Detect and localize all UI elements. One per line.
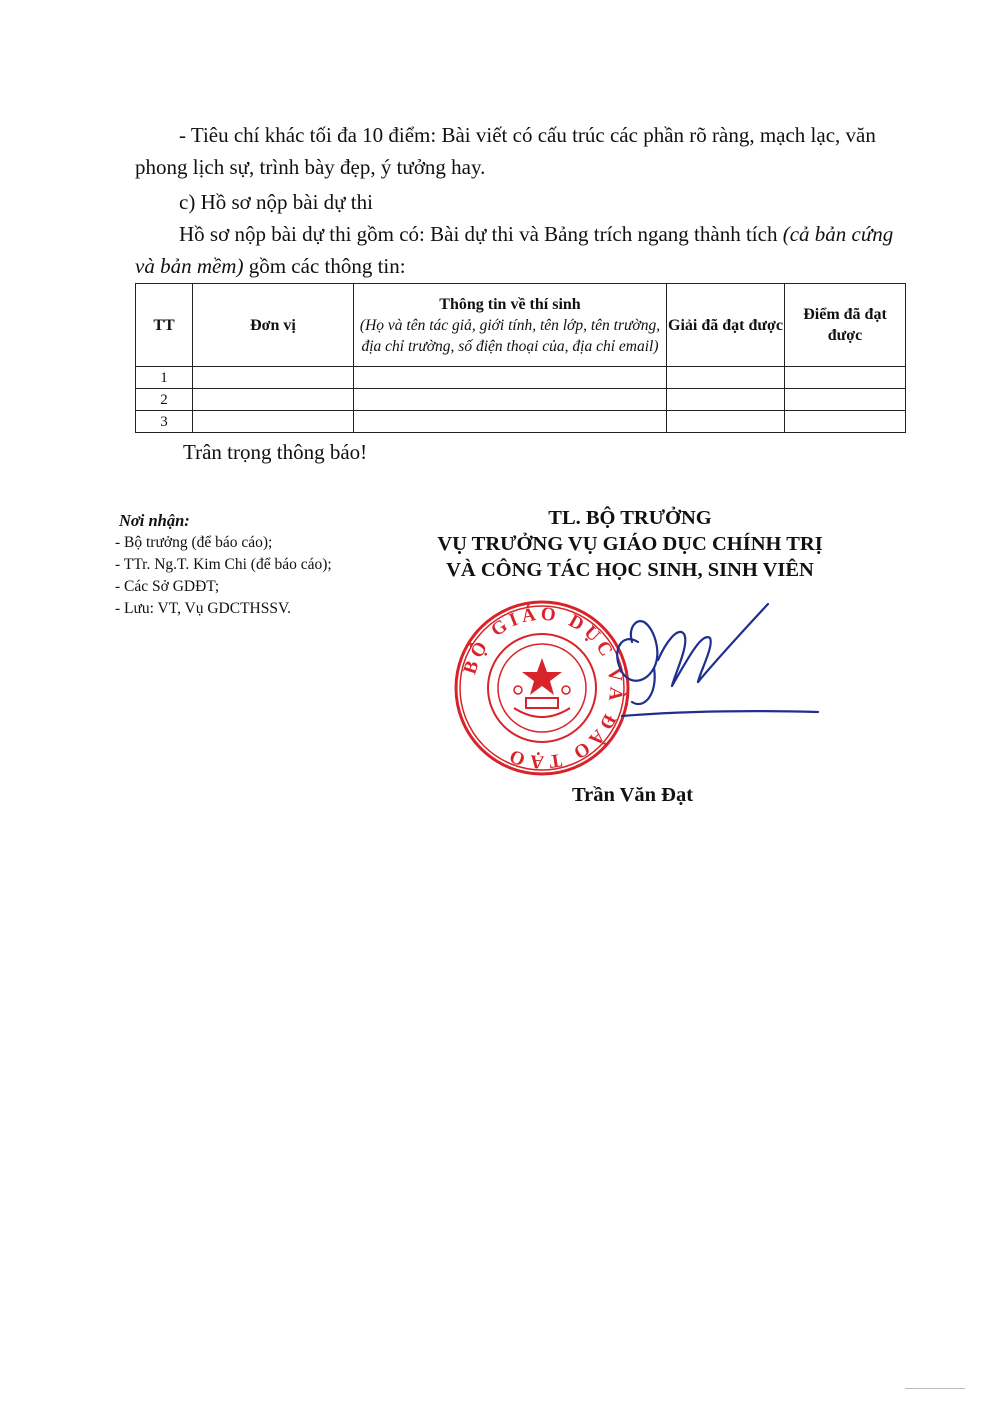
signer-name: Trần Văn Đạt: [571, 784, 694, 806]
signature-line-1: TL. BỘ TRƯỞNG: [548, 507, 712, 529]
cell-unit[interactable]: [193, 389, 354, 411]
header-tt: TT: [136, 284, 193, 367]
signature-title-block: [380, 505, 880, 583]
cell-score[interactable]: [785, 389, 906, 411]
header-score: Điểm đã đạt được: [785, 284, 906, 367]
handwritten-signature-icon: [592, 598, 832, 736]
criteria-paragraph: - Tiêu chí khác tối đa 10 điểm: Bài viết có cấu trúc các phần rõ ràng, mạch lạc, văn phong lịch sự, trình bày đẹp, ý tưởng hay.: [135, 123, 876, 179]
cell-award[interactable]: [667, 389, 785, 411]
candidate-info-table: [135, 283, 906, 433]
cell-award[interactable]: [667, 367, 785, 389]
table-header-row: [136, 284, 906, 367]
signature-line-2: VỤ TRƯỞNG VỤ GIÁO DỤC CHÍNH TRỊ: [437, 533, 823, 555]
cell-award[interactable]: [667, 411, 785, 433]
list-item: - Lưu: VT, Vụ GDCTHSSV.: [115, 600, 292, 617]
signature-line-3: VÀ CÔNG TÁC HỌC SINH, SINH VIÊN: [446, 559, 814, 581]
row-number: 3: [136, 411, 193, 433]
list-item: - TTr. Ng.T. Kim Chi (để báo cáo);: [115, 556, 332, 573]
table-row: [136, 367, 906, 389]
cell-unit[interactable]: [193, 411, 354, 433]
closing-line: Trân trọng thông báo!: [183, 440, 368, 464]
header-info-title: Thông tin về thí sinh: [439, 295, 581, 313]
cell-score[interactable]: [785, 411, 906, 433]
header-info-note: (Họ và tên tác giả, giới tính, tên lớp, tên trường, địa chỉ trường, số điện thoại của, địa chỉ email): [359, 316, 661, 355]
page-edge-mark: [905, 1388, 965, 1389]
recipients-list: [115, 532, 332, 620]
row-number: 2: [136, 389, 193, 411]
cell-candidate-info[interactable]: [354, 411, 667, 433]
list-item: - Bộ trưởng (để báo cáo);: [115, 534, 273, 551]
section-c-heading: c) Hồ sơ nộp bài dự thi: [179, 190, 373, 214]
header-candidate-info: [354, 284, 667, 367]
dossier-paragraph: Hồ sơ nộp bài dự thi gồm có: Bài dự thi và Bảng trích ngang thành tích (cả bản cứng và bản mềm) gồm các thông tin:: [135, 222, 894, 278]
table-row: [136, 389, 906, 411]
cell-candidate-info[interactable]: [354, 367, 667, 389]
recipients-heading: Nơi nhận:: [119, 511, 190, 530]
cell-unit[interactable]: [193, 367, 354, 389]
cell-score[interactable]: [785, 367, 906, 389]
table-row: [136, 411, 906, 433]
row-number: 1: [136, 367, 193, 389]
recipients-block: [115, 510, 332, 620]
header-unit: Đơn vị: [193, 284, 354, 367]
header-award: Giải đã đạt được: [667, 284, 785, 367]
seal-ring-text: BỘ GIÁO DỤC VÀ ĐÀO TẠO: [459, 603, 627, 773]
cell-candidate-info[interactable]: [354, 389, 667, 411]
list-item: - Các Sở GDĐT;: [115, 578, 220, 595]
